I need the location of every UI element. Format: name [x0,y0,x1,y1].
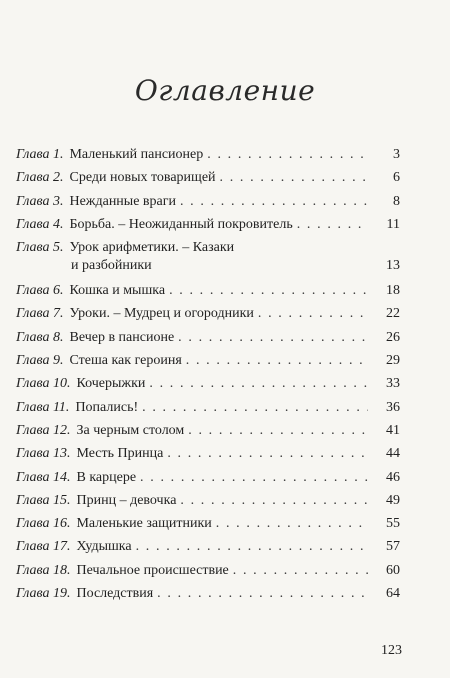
chapter-label: Глава 7. [16,306,64,322]
chapter-page: 55 [386,516,400,532]
chapter-page: 46 [386,469,400,485]
page-title: Оглавление [134,74,316,107]
leader-dots [149,375,368,393]
leader-dots [142,399,368,417]
toc-entry [16,375,400,398]
chapter-label: Глава 1. [16,147,64,162]
chapter-label: Глава 2. [16,170,64,186]
leader-dots [178,329,368,347]
chapter-label: Глава 18. [16,562,71,578]
chapter-page: 41 [386,422,400,438]
toc-entry [16,193,400,216]
toc-entry [16,585,400,608]
toc-entry [16,445,400,468]
chapter-title: Маленькие защитники [76,516,212,532]
toc-entry [16,562,400,585]
leader-dots [180,492,368,510]
chapter-label: Глава 6. [16,283,64,299]
toc-entry [16,239,400,282]
chapter-title: В карцере [76,469,137,485]
chapter-title: За черным столом [76,422,185,438]
toc-entry [16,399,400,422]
chapter-title: Последствия [76,586,154,602]
leader-dots [140,469,368,487]
chapter-title: Худышка [76,539,132,555]
toc-entry [16,352,400,375]
chapter-title: Среди новых товарищей [69,170,216,186]
chapter-label: Глава 11. [16,399,70,415]
chapter-page: 57 [386,539,400,555]
chapter-page: 18 [386,283,400,299]
leader-dots [258,305,368,323]
chapter-title: Вечер в пансионе [69,329,175,345]
chapter-label: Глава 9. [16,353,64,369]
leader-dots [233,562,368,580]
leader-dots [207,146,368,164]
leader-dots [297,216,368,234]
chapter-label: Глава 12. [16,422,71,438]
chapter-label: Глава 3. [16,193,64,209]
chapter-title: Уроки. – Мудрец и огородники [69,306,254,322]
leader-dots [220,169,368,187]
toc-entry [16,515,400,538]
chapter-title: Попались! [75,399,139,415]
chapter-label: Глава 15. [16,492,71,508]
toc-entry [16,538,400,561]
toc-entry [16,329,400,352]
chapter-page: 36 [386,399,400,415]
leader-dots [188,422,368,440]
chapter-label: Глава 19. [16,586,71,602]
leader-dots [186,352,368,370]
leader-dots [216,515,368,533]
leader-dots [167,445,368,463]
chapter-page: 22 [386,306,400,322]
toc-entry [16,422,400,445]
chapter-page: 33 [386,376,400,392]
chapter-label: Глава 16. [16,516,71,532]
chapter-label: Глава 13. [16,446,71,462]
leader-dots [136,538,368,556]
chapter-title: Печальное происшествие [76,562,229,578]
chapter-title: Месть Принца [76,446,164,462]
chapter-label: Глава 10. [16,376,71,392]
chapter-page: 26 [386,329,400,345]
leader-dots [180,193,368,211]
toc-entry [16,146,400,169]
page-number: 123 [381,643,402,658]
chapter-page: 60 [386,562,400,578]
chapter-title: Кочерыжки [76,376,146,392]
chapter-label: Глава 4. [16,216,64,232]
chapter-page: 11 [386,216,400,232]
chapter-title: Нежданные враги [69,193,176,209]
chapter-title: Маленький пансионер [69,147,204,162]
chapter-label: Глава 5. [16,240,64,256]
chapter-title: Принц – девочка [76,492,177,508]
table-of-contents [16,146,400,608]
chapter-title: Борьба. – Неожиданный покровитель [69,216,293,232]
chapter-page: 49 [386,492,400,508]
chapter-title: Стеша как героиня [69,353,182,369]
toc-entry [16,216,400,239]
toc-entry [16,169,400,192]
toc-entry [16,469,400,492]
chapter-title-continued: и разбойники [71,258,152,274]
chapter-page: 6 [393,170,400,186]
toc-entry [16,305,400,328]
toc-entry [16,282,400,305]
chapter-title: Урок арифметики. – Казаки [69,240,235,256]
chapter-label: Глава 14. [16,469,71,485]
leader-dots [157,585,368,603]
chapter-label: Глава 8. [16,329,64,345]
chapter-page: 64 [386,586,400,602]
chapter-page: 8 [393,193,400,209]
chapter-page: 3 [393,147,400,162]
chapter-label: Глава 17. [16,539,71,555]
chapter-title: Кошка и мышка [69,283,166,299]
leader-dots [169,282,368,300]
chapter-page: 29 [386,353,400,369]
chapter-page: 44 [386,446,400,462]
chapter-page: 13 [386,258,400,274]
toc-entry [16,492,400,515]
